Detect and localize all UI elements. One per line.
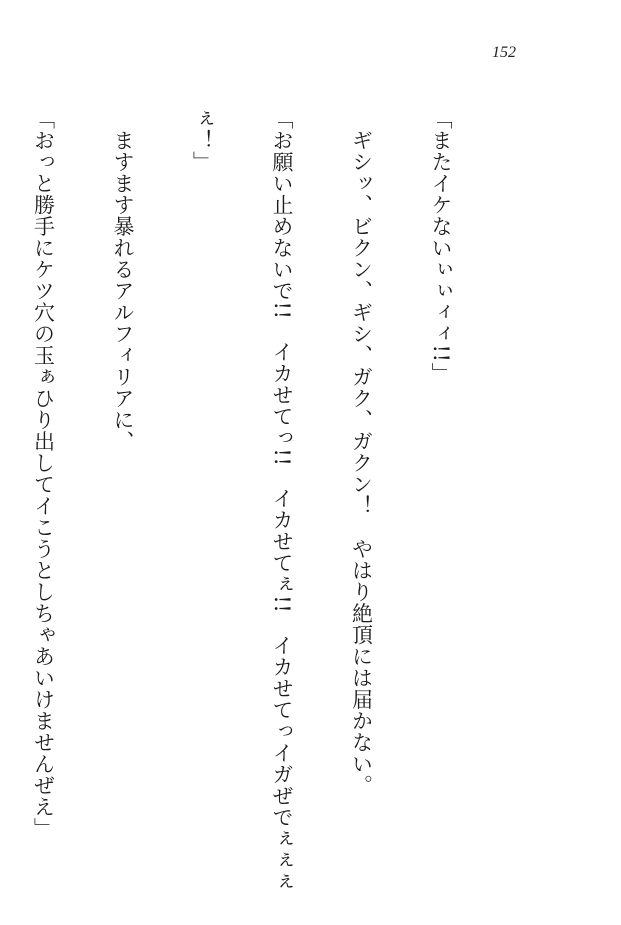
text-line: ギシッ、ビクン、ギシ、ガク、ガクン！ やはり絶頂には届かない。 xyxy=(349,108,374,796)
text-line: 「おっと勝手にケツ穴の玉ぁひり出してイこうとしちゃあいけませんぜえ」 xyxy=(31,108,56,839)
text-line: 「お願い止めないで!! イカせてっ!! イカせてぇ!! イカせてっイガぜでぇぇぇ xyxy=(270,108,294,893)
vertical-text-block xyxy=(0,108,507,893)
page-number: 152 xyxy=(492,44,516,61)
text-line: ますます暴れるアルフィリアに、 xyxy=(111,108,135,452)
text-line: ぇ！」 xyxy=(190,108,215,173)
text-line: 「またイケないぃぃィィ!!」 xyxy=(429,108,453,384)
